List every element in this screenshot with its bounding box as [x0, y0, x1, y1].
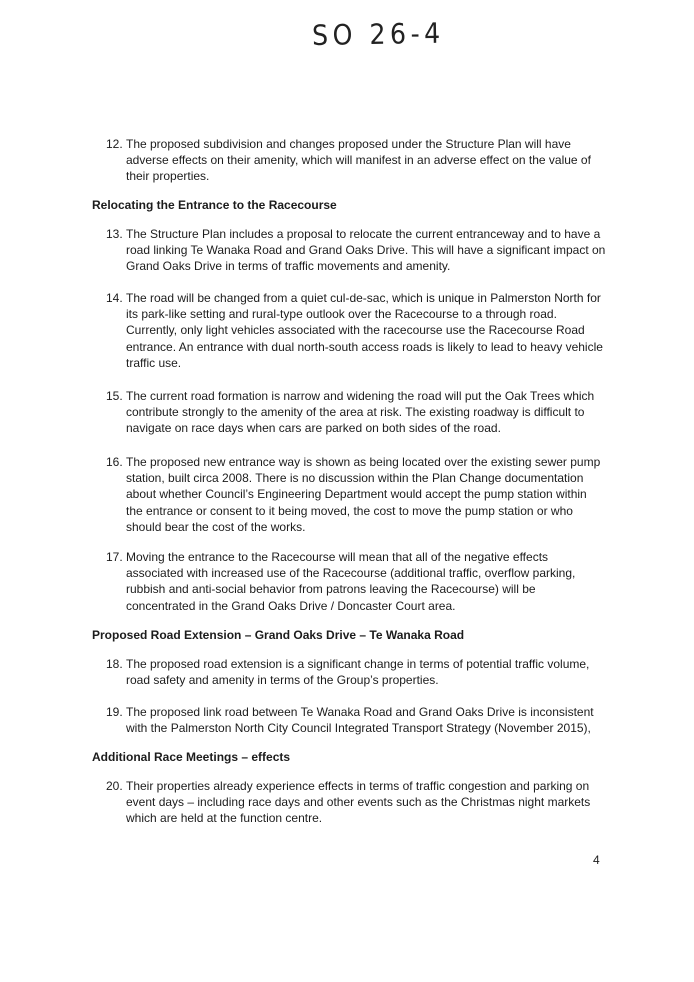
- paragraph-15: [106, 388, 606, 437]
- paragraph-text: The current road formation is narrow and widening the road will put the Oak Trees which contribute strongly to the amenity of the area at risk. The existing roadway is difficult to navigate on race days when cars are parked on both sides of the road.: [126, 389, 595, 436]
- paragraph-text: Their properties already experience effects in terms of traffic congestion and parking on event days – including race days and other events such as the Christmas night markets which are held at the function centre.: [126, 779, 591, 826]
- paragraph-number: 16.: [106, 455, 123, 469]
- paragraph-19: [106, 704, 606, 736]
- paragraph-12: [106, 136, 606, 185]
- paragraph-number: 12.: [106, 137, 123, 151]
- paragraph-20: [106, 778, 606, 827]
- page-number: 4: [593, 853, 600, 867]
- paragraph-text: The proposed road extension is a significant change in terms of potential traffic volume, road safety and amenity in terms of the Group’s properties.: [126, 657, 590, 688]
- paragraph-14: [106, 290, 606, 371]
- paragraph-number: 20.: [106, 779, 123, 793]
- section-heading-race-meetings: Additional Race Meetings – effects: [92, 750, 291, 764]
- paragraph-text: The Structure Plan includes a proposal to relocate the current entranceway and to have a road linking Te Wanaka Road and Grand Oaks Drive. This will have a significant impact on Grand Oaks Drive in terms of traffic movements and amenity.: [126, 227, 606, 274]
- paragraph-text: The road will be changed from a quiet cul-de-sac, which is unique in Palmerston North for its park-like setting and rural-type outlook over the Racecourse to a through road. Currently, only light vehicles associated with the racecourse use the Racecourse Road entrance. An entrance with dual north-south access roads is likely to lead to heavy vehicle traffic use.: [126, 291, 603, 370]
- paragraph-13: [106, 226, 606, 275]
- paragraph-text: The proposed link road between Te Wanaka Road and Grand Oaks Drive is inconsistent with the Palmerston North City Council Integrated Transport Strategy (November 2015),: [126, 705, 594, 736]
- handwritten-annotation: SO 26-4: [311, 16, 445, 52]
- paragraph-number: 17.: [106, 550, 123, 564]
- paragraph-text: Moving the entrance to the Racecourse will mean that all of the negative effects associated with increased use of the Racecourse (additional traffic, overflow parking, rubbish and anti-social behavior from patrons leaving the Racecourse) will be concentrated in the Grand Oaks Drive / Doncaster Court area.: [126, 550, 576, 613]
- paragraph-number: 13.: [106, 227, 123, 241]
- paragraph-17: [106, 549, 606, 614]
- paragraph-number: 18.: [106, 657, 123, 671]
- paragraph-number: 15.: [106, 389, 123, 403]
- paragraph-text: The proposed subdivision and changes proposed under the Structure Plan will have adverse effects on their amenity, which will manifest in an adverse effect on the value of their properties.: [126, 137, 591, 184]
- paragraph-text: The proposed new entrance way is shown as being located over the existing sewer pump station, built circa 2008. There is no discussion within the Plan Change documentation about whether Council’s Engineering Department would accept the pump station within the entrance or consent to it being moved, the cost to move the pump station or who should bear the cost of the works.: [126, 455, 601, 534]
- section-heading-road-extension: Proposed Road Extension – Grand Oaks Drive – Te Wanaka Road: [92, 628, 465, 642]
- section-heading-relocating-entrance: Relocating the Entrance to the Racecourse: [92, 198, 337, 212]
- paragraph-number: 19.: [106, 705, 123, 719]
- paragraph-16: [106, 454, 606, 535]
- paragraph-18: [106, 656, 606, 688]
- paragraph-number: 14.: [106, 291, 123, 305]
